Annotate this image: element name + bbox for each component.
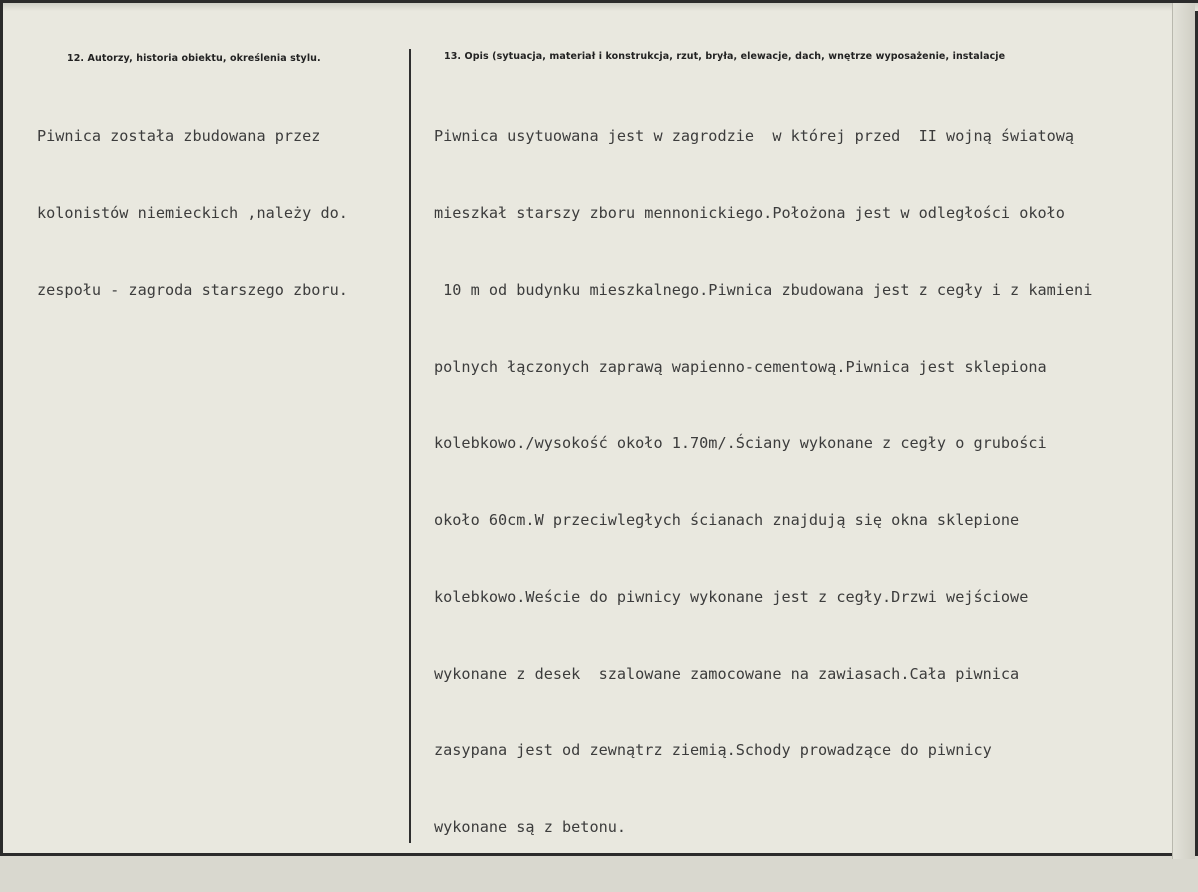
text-line: Piwnica została zbudowana przez bbox=[37, 127, 321, 146]
text-line: wykonane są z betonu. bbox=[434, 818, 627, 837]
column-divider bbox=[409, 49, 411, 843]
text-line: 10 m od budynku mieszkalnego.Piwnica zbudowana jest z cegły i z kamieni bbox=[434, 280, 1093, 299]
section-12-header: 12. Autorzy, historia obiektu, określenia stylu. bbox=[67, 53, 321, 64]
section-13-text bbox=[434, 73, 1092, 892]
text-line: zasypana jest od zewnątrz ziemią.Schody prowadzące do piwnicy bbox=[434, 741, 992, 760]
text-line: wykonane z desek szalowane zamocowane na zawiasach.Cała piwnica bbox=[434, 664, 1020, 683]
text-line: kolonistów niemieckich ,należy do. bbox=[37, 203, 348, 222]
sheet-top-edge bbox=[3, 3, 1198, 11]
text-line: Piwnica usytuowana jest w zagrodzie w której przed II wojną światową bbox=[434, 127, 1075, 146]
text-line: kolebkowo./wysokość około 1.70m/.Ściany wykonane z cegły o grubości bbox=[434, 434, 1047, 453]
text-line: zespołu - zagroda starszego zboru. bbox=[37, 280, 348, 299]
text-line: około 60cm.W przeciwległych ścianach znajdują się okna sklepione bbox=[434, 511, 1020, 530]
text-line: kolebkowo.Weście do piwnicy wykonane jest z cegły.Drzwi wejściowe bbox=[434, 587, 1029, 606]
text-line: polnych łączonych zaprawą wapienno-cementową.Piwnica jest sklepiona bbox=[434, 357, 1047, 376]
section-13-header: 13. Opis (sytuacja, materiał i konstrukcja, rzut, bryła, elewacje, dach, wnętrze wyposażenie, instalacje bbox=[444, 51, 1006, 62]
text-line: mieszkał starszy zboru mennonickiego.Położona jest w odległości około bbox=[434, 203, 1065, 222]
sheet-right-edge bbox=[1172, 3, 1195, 859]
section-12-text bbox=[37, 73, 348, 355]
